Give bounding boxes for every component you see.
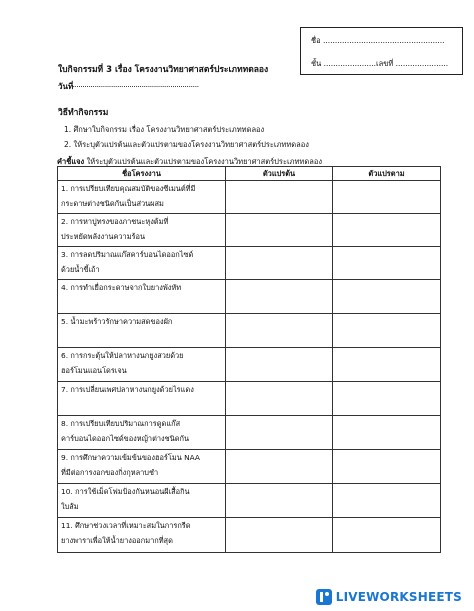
independent-variable-cell[interactable] [226, 314, 333, 348]
table-row [58, 348, 441, 382]
date-field: .............................................................. [72, 80, 199, 89]
project-name-line: ด้วยน้ำขี้เถ้า [61, 265, 100, 274]
independent-variable-cell[interactable] [226, 450, 333, 484]
step-1: 1. ศึกษาใบกิจกรรม เรื่อง โครงงานวิทยาศาสตร์ประเภททดลอง [64, 125, 265, 134]
header-dependent-variable: ตัวแปรตาม [333, 167, 441, 181]
class-line: ชั้น ......................เลขที่ ...................... [311, 59, 449, 68]
dependent-variable-cell[interactable] [333, 247, 441, 280]
project-name-line: 2. การหาปูทรงของภาชนะหุงต้มที่ [61, 217, 169, 226]
project-name-line: 1. การเปรียบเทียบคุณสมบัติของซีเมนต์ที่มี [61, 184, 196, 193]
independent-variable-cell[interactable] [226, 518, 333, 553]
table-row [58, 181, 441, 214]
instruction-label: คำชี้แจง [57, 157, 85, 166]
liveworksheets-logo [316, 589, 462, 605]
project-name-line: คาร์บอนไดออกไซด์ของหญ้าต่างชนิดกัน [61, 434, 190, 443]
project-name-line: 4. การทำเยื่อกระดาษจากใบยางพังหัท [61, 283, 182, 292]
project-name-line: 9. การศึกษาความเข้มข้นของฮอร์โมน NAA [61, 453, 200, 462]
independent-variable-cell[interactable] [226, 484, 333, 518]
table-header-row [58, 167, 441, 181]
table-row [58, 214, 441, 247]
project-name-line: ยางพาราเพื่อให้น้ำยางออกมากที่สุด [61, 536, 173, 545]
dependent-variable-cell[interactable] [333, 314, 441, 348]
method-heading: วิธีทำกิจกรรม [58, 108, 109, 118]
table-row [58, 280, 441, 314]
independent-variable-cell[interactable] [226, 181, 333, 214]
independent-variable-cell[interactable] [226, 280, 333, 314]
table-row [58, 518, 441, 553]
project-name-line: ฮอร์โมนแอนโดรเจน [61, 366, 127, 375]
dependent-variable-cell[interactable] [333, 450, 441, 484]
table-row [58, 382, 441, 416]
dependent-variable-cell[interactable] [333, 484, 441, 518]
independent-variable-cell[interactable] [226, 214, 333, 247]
project-name-cell [58, 214, 226, 247]
dependent-variable-cell[interactable] [333, 214, 441, 247]
project-name-line: 3. การลดปริมาณแก๊สคาร์บอนไดออกไซด์ [61, 250, 194, 259]
logo-text: LIVEWORKSHEETS [335, 590, 462, 604]
date-label: วันที่ [58, 82, 74, 91]
independent-variable-cell[interactable] [226, 416, 333, 450]
project-name-cell [58, 450, 226, 484]
dependent-variable-cell[interactable] [333, 280, 441, 314]
dependent-variable-cell[interactable] [333, 181, 441, 214]
dependent-variable-cell[interactable] [333, 348, 441, 382]
project-name-cell [58, 280, 226, 314]
project-name-line: ใบส้ม [61, 502, 79, 511]
project-name-line: 5. น้ำมะพร้าวรักษาความสดของผัก [61, 317, 173, 326]
project-name-line: 7. การเปลี่ยนเพศปลาหางนกยูงด้วยไรแดง [61, 385, 194, 394]
project-name-cell [58, 484, 226, 518]
instruction-text: ให้ระบุตัวแปรต้นและตัวแปรตามของโครงงานวิทยาศาสตร์ประเภททดลอง [84, 157, 323, 166]
table-row [58, 314, 441, 348]
header-independent-variable: ตัวแปรต้น [226, 167, 333, 181]
independent-variable-cell[interactable] [226, 247, 333, 280]
project-name-line: 11. ศึกษาช่วงเวลาที่เหมาะสมในการกรีด [61, 521, 191, 530]
liveworksheets-logo-icon [316, 589, 332, 605]
project-name-cell [58, 518, 226, 553]
project-name-line: ประหยัดพลังงานความร้อน [61, 232, 146, 241]
project-name-cell [58, 247, 226, 280]
project-name-cell [58, 314, 226, 348]
project-name-cell [58, 348, 226, 382]
project-name-line: 10. การใช้เม็ดโฟมป้องกันหนอนผีเสื้อกิน [61, 487, 190, 496]
project-name-line: 6. การกระตุ้นให้ปลาหางนกยูงสวยด้วย [61, 351, 184, 360]
name-box [300, 27, 463, 75]
dependent-variable-cell[interactable] [333, 416, 441, 450]
independent-variable-cell[interactable] [226, 382, 333, 416]
table-row [58, 416, 441, 450]
project-name-line: กระดาษต่างชนิดกันเป็นส่วนผสม [61, 199, 164, 208]
project-name-cell [58, 416, 226, 450]
project-variables-table [57, 166, 441, 553]
independent-variable-cell[interactable] [226, 348, 333, 382]
step-2: 2. ให้ระบุตัวแปรต้นและตัวแปรตามของโครงงานวิทยาศาสตร์ประเภททดลอง [64, 140, 309, 149]
project-name-cell [58, 382, 226, 416]
header-project-name: ชื่อโครงงาน [58, 167, 226, 181]
table-row [58, 450, 441, 484]
dependent-variable-cell[interactable] [333, 518, 441, 553]
page-title: ใบกิจกรรมที่ 3 เรื่อง โครงงานวิทยาศาสตร์ประเภททดลอง [58, 65, 269, 75]
project-name-cell [58, 181, 226, 214]
table-row [58, 484, 441, 518]
dependent-variable-cell[interactable] [333, 382, 441, 416]
project-name-line: 8. การเปรียบเทียบปริมาณการดูดแก๊ส [61, 419, 181, 428]
table-row [58, 247, 441, 280]
name-line: ชื่อ ................................................... [311, 36, 445, 45]
project-name-line: ที่มีต่อการงอกของกิ่งกุหลาบชำ [61, 468, 159, 477]
